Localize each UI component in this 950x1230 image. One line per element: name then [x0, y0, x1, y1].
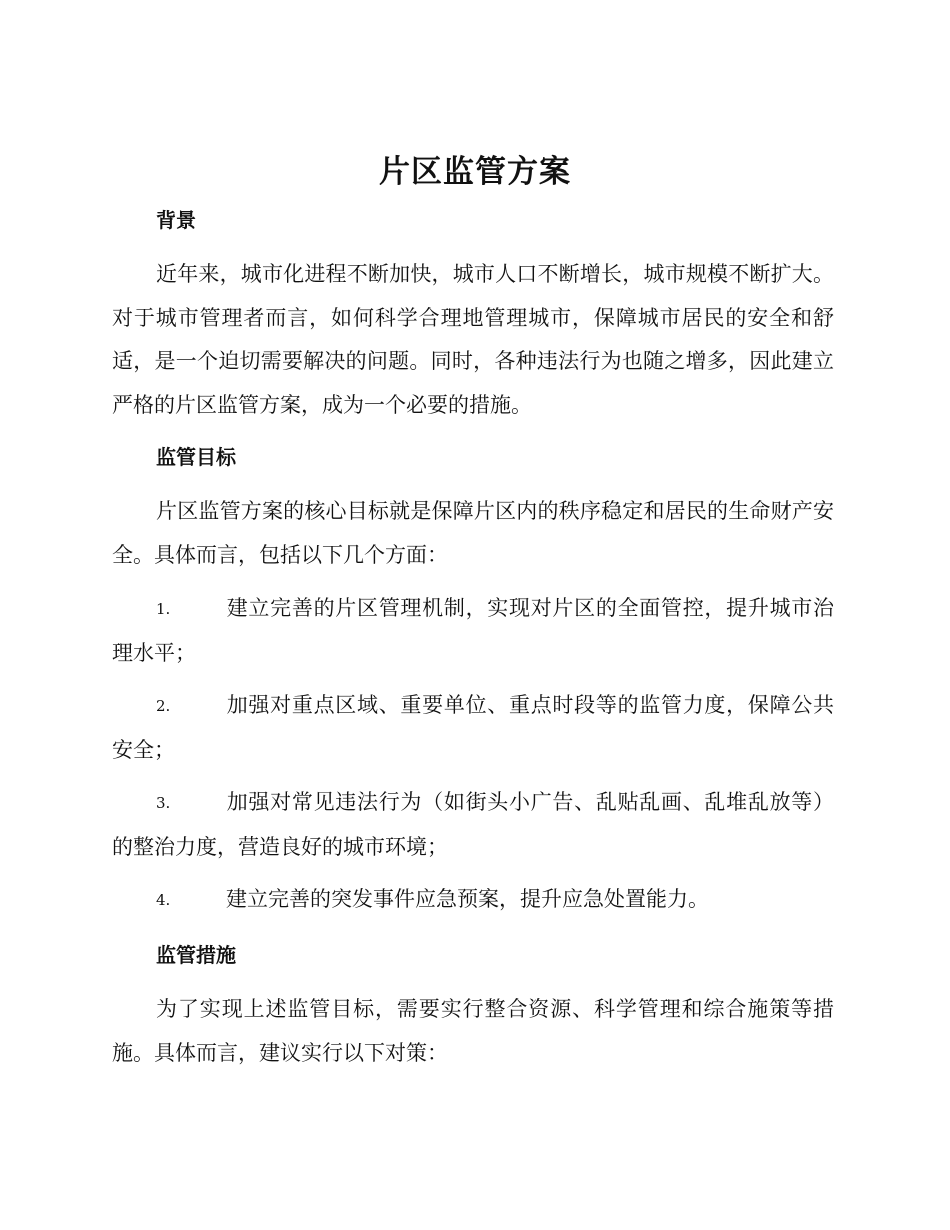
list-item-number: 2. — [156, 697, 171, 715]
section-heading-measures: 监管措施 — [156, 943, 236, 967]
goal-list-item — [112, 684, 834, 772]
list-item-number: 1. — [156, 600, 171, 618]
goals-intro-paragraph: 片区监管方案的核心目标就是保障片区内的秩序稳定和居民的生命财产安全。具体而言，包括以下几个方面： — [112, 499, 834, 567]
document-title: 片区监管方案 — [379, 154, 571, 190]
goal-list-item — [112, 781, 834, 869]
goal-list-item — [112, 878, 834, 923]
list-item-text: 加强对常见违法行为（如街头小广告、乱贴乱画、乱堆乱放等）的整治力度，营造良好的城市环境； — [112, 790, 834, 859]
list-item-number: 3. — [156, 794, 171, 812]
background-paragraph: 近年来，城市化进程不断加快，城市人口不断增长，城市规模不断扩大。对于城市管理者而言，如何科学合理地管理城市，保障城市居民的安全和舒适，是一个迫切需要解决的问题。同时，各种违法行为也随之增多，因此建立严格的片区监管方案，成为一个必要的措施。 — [112, 262, 834, 417]
section-heading-background: 背景 — [156, 208, 196, 232]
list-item-text: 建立完善的突发事件应急预案，提升应急处置能力。 — [226, 887, 709, 911]
list-item-text: 建立完善的片区管理机制，实现对片区的全面管控，提升城市治理水平； — [112, 596, 834, 665]
section-heading-goals: 监管目标 — [156, 445, 236, 469]
measures-paragraph: 为了实现上述监管目标，需要实行整合资源、科学管理和综合施策等措施。具体而言，建议实行以下对策： — [112, 997, 834, 1065]
list-item-text: 加强对重点区域、重要单位、重点时段等的监管力度，保障公共安全； — [112, 693, 834, 762]
list-item-number: 4. — [156, 891, 171, 909]
goal-list-item — [112, 587, 834, 675]
